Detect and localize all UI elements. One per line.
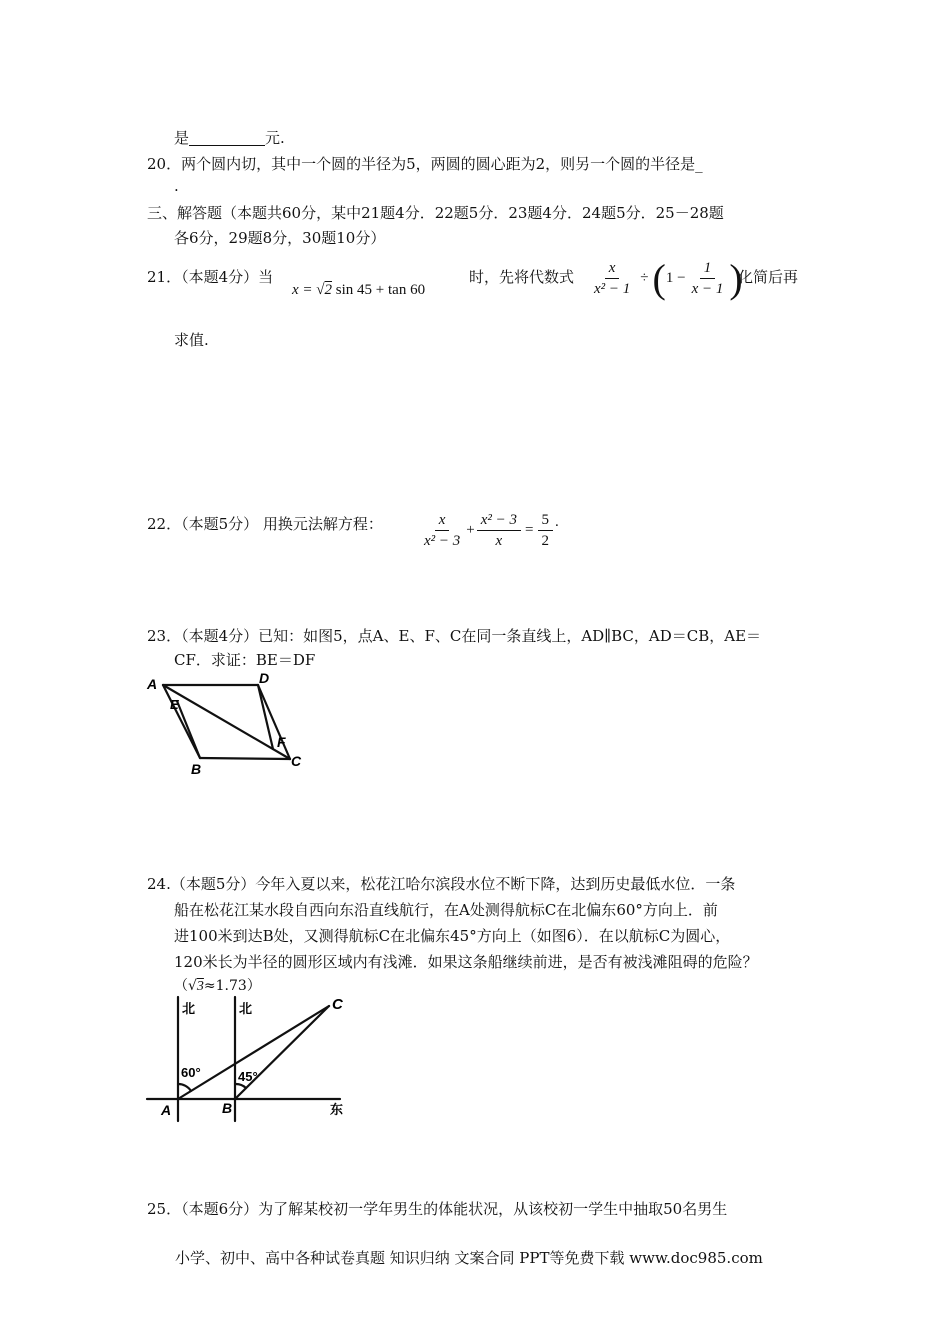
answer-blank <box>189 129 265 146</box>
q21-frac-inner: $\frac{1}{x - 1}$ <box>691 260 724 297</box>
label-b: B <box>222 1100 233 1116</box>
q24-line3: 进100米到达B处，又测得航标C在北偏东45°方向上（如图6）．在以航标C为圆心， <box>174 927 731 945</box>
label-c: C <box>291 753 302 769</box>
figure-6-bearing <box>140 993 360 1123</box>
q21-line2: 求值. <box>174 331 209 349</box>
ray-ac <box>178 1006 329 1099</box>
east-label: 东 <box>330 1102 344 1117</box>
q21-mid: 时，先将代数式 <box>469 268 575 286</box>
label-e: E <box>170 697 179 712</box>
q21-condition: x = √2 sin 45 + tan 60 <box>292 282 426 298</box>
q23-line1: 23．（本题4分）已知：如图5，点A、E、F、C在同一条直线上，AD∥BC，AD＝CB，AE＝ <box>147 627 762 645</box>
q24-line5: （√3≈1.73） <box>174 978 261 994</box>
q20-tail: . <box>174 177 179 195</box>
section3-line1: 三、解答题（本题共60分，某中21题4分．22题5分．23题4分．24题5分．25－28题 <box>147 204 724 222</box>
section3-line2: 各6分，29题8分，30题10分） <box>174 229 386 247</box>
label-a: A <box>147 676 158 692</box>
q24-line2: 船在松花江某水段自西向东沿直线航行，在A处测得航标C在北偏东60°方向上．前 <box>174 901 718 919</box>
label-a: A <box>161 1102 172 1118</box>
label-b: B <box>191 761 202 777</box>
q21-suffix: 化简后再 <box>738 268 799 286</box>
q24-line1: 24.（本题5分）今年入夏以来，松花江哈尔滨段水位不断下降，达到历史最低水位．一条 <box>147 875 736 893</box>
segment-bc <box>200 758 290 759</box>
q21-expression: $\frac{x}{\text{x² − 1}}$ ÷ ( 1 − $\frac{1}{x - 1}$ ) <box>588 258 743 299</box>
label-f: F <box>277 734 286 750</box>
q22-equation: $\frac{x}{\text{x² − 3}}$ + $\frac{\text{x² − 3}}{x}$ = $\frac{5}{2}$ . <box>424 512 559 549</box>
north-label-b: 北 <box>239 1001 253 1016</box>
page-footer: 小学、初中、高中各种试卷真题 知识归纳 文案合同 PPT等免费下载 www.doc985.com <box>175 1249 763 1267</box>
label-c: C <box>332 996 343 1013</box>
ray-bc <box>235 1006 329 1099</box>
angle-arc-a <box>178 1084 191 1091</box>
q22-prefix: 22．（本题5分） 用换元法解方程： <box>147 515 383 533</box>
q20-text: 20．两个圆内切，其中一个圆的半径为5，两圆的圆心距为2，则另一个圆的半径是_ <box>147 155 703 173</box>
angle-arc-b <box>235 1084 246 1088</box>
q21-frac-main: $\frac{x}{\text{x² − 1}}$ <box>594 260 631 297</box>
label-d: D <box>259 670 270 686</box>
angle-label-45: 45° <box>238 1069 258 1084</box>
q25-line1: 25．（本题6分）为了解某校初一学年男生的体能状况，从该校初一学生中抽取50名男生 <box>147 1200 728 1218</box>
figure-5-parallelogram <box>140 670 310 780</box>
north-label-a: 北 <box>182 1001 196 1016</box>
q21-prefix: 21．（本题4分）当 <box>147 268 274 286</box>
segment-be <box>177 701 200 758</box>
q24-line4: 120米长为半径的圆形区域内有浅滩．如果这条船继续前进，是否有被浅滩阻碍的危险？ <box>174 953 758 971</box>
q19-tail: 是 元. <box>174 129 285 147</box>
angle-label-60: 60° <box>181 1065 201 1080</box>
q23-line2: CF．求证：BE＝DF <box>174 651 316 669</box>
